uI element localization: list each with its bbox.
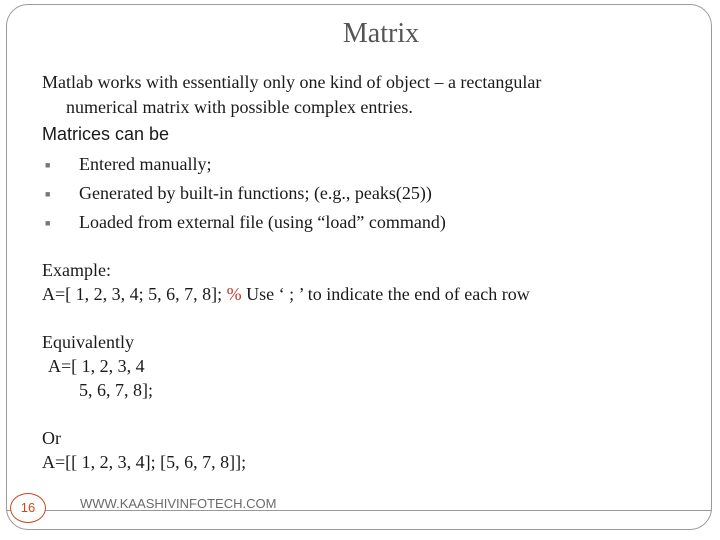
- example-label: Example:: [42, 260, 111, 280]
- equivalently-label: Equivalently: [42, 332, 134, 352]
- bullet-item-2: Generated by built-in functions; (e.g., peaks(25)): [79, 183, 432, 203]
- example-code-line: [42, 284, 530, 305]
- intro-line-1: [42, 72, 541, 93]
- bullet-item-3: Loaded from external file (using “load” command): [79, 212, 446, 232]
- comment-symbol: %: [226, 284, 242, 304]
- example-code: A=[ 1, 2, 3, 4; 5, 6, 7, 8];: [42, 284, 227, 304]
- bullet-marker-icon: ■: [45, 218, 51, 228]
- intro-line-1-rest: works with essentially only one kind of object – a rectangular: [93, 72, 542, 92]
- comment-text: Use ‘ ; ’ to indicate the end of each row: [241, 284, 530, 304]
- or-line-1: A=[[ 1, 2, 3, 4]; [5, 6, 7, 8]];: [42, 452, 247, 472]
- bullet-marker-icon: ■: [45, 160, 51, 170]
- slide-title: Matrix: [342, 18, 420, 49]
- intro-line-2: numerical matrix with possible complex entries.: [66, 97, 413, 117]
- or-label: Or: [42, 428, 61, 448]
- subheading: Matrices can be: [42, 124, 170, 144]
- equivalently-line-2: 5, 6, 7, 8];: [79, 380, 153, 400]
- page-number-badge: 16: [10, 493, 46, 523]
- equivalently-line-1: A=[ 1, 2, 3, 4: [48, 356, 145, 376]
- bullet-item-1: Entered manually;: [79, 154, 212, 174]
- footer-website: WWW.KAASHIVINFOTECH.COM: [80, 496, 277, 511]
- intro-keyword: Matlab: [42, 72, 93, 92]
- bullet-marker-icon: ■: [45, 189, 51, 199]
